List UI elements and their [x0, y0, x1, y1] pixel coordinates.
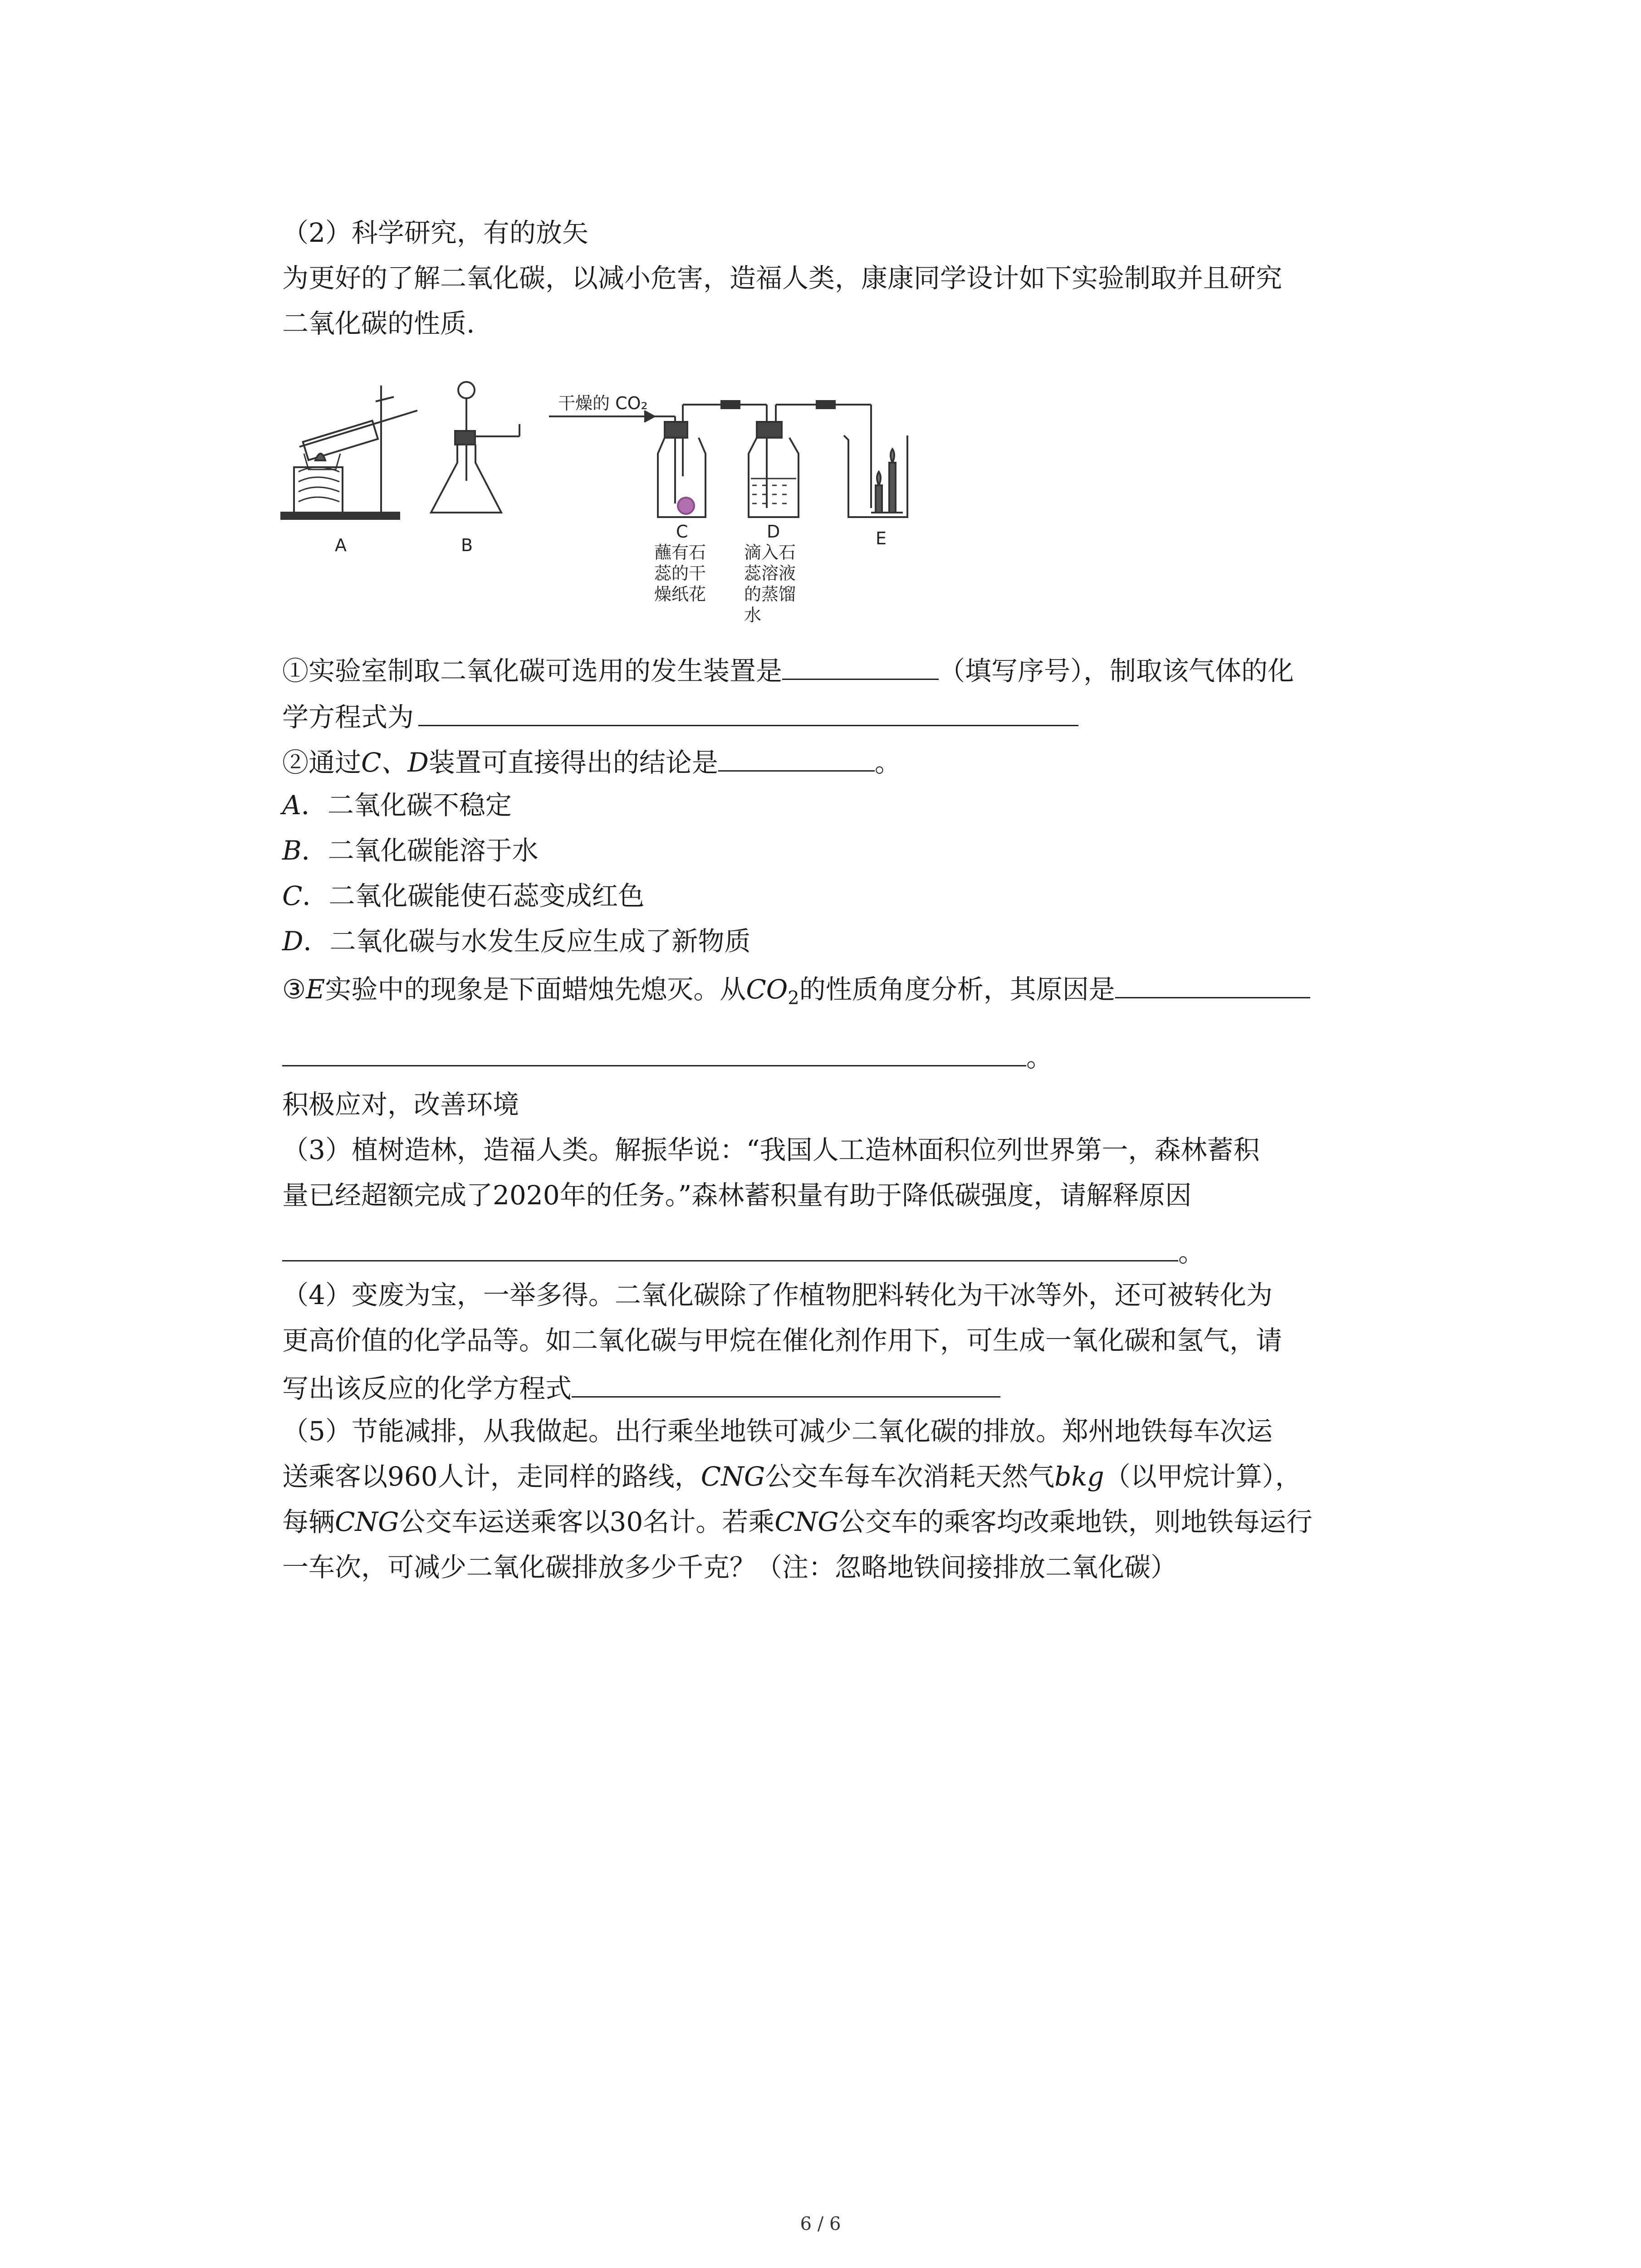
option-letter: A — [282, 790, 301, 821]
bkg-term: bkg — [1054, 1461, 1104, 1492]
cng-term: CNG — [335, 1506, 399, 1537]
q5-text-a: 送乘客以960人计，走同样的路线， — [282, 1461, 701, 1492]
q2-sub3-text-b: 实验中的现象是下面蜡烛先熄灭。从 — [325, 974, 746, 1005]
q2-sub3-e: E — [306, 974, 325, 1005]
q2-sub3-text-c: 的性质角度分析，其原因是 — [799, 974, 1115, 1005]
q5-line-3 — [282, 1506, 1313, 1538]
co2-formula: CO — [746, 974, 788, 1005]
q4-line-3 — [282, 1370, 1000, 1404]
q4-line-1: （4）变废为宝，一举多得。二氧化碳除了作植物肥料转化为干冰等外，还可被转化为 — [282, 1280, 1273, 1310]
label-c: C — [676, 522, 688, 542]
option-text: ．二氧化碳能使石蕊变成红色 — [302, 880, 645, 911]
q2-sub3-num: ③ — [282, 974, 306, 1005]
q2-sub2-text-b: 装置可直接得出的结论是 — [428, 747, 718, 778]
q2-sub1-text-b: （填写序号），制取该气体的化 — [939, 655, 1294, 686]
q2-sub1-text-c: 学方程式为 — [282, 702, 414, 733]
apparatus-a-figure — [281, 386, 417, 519]
section-title: 积极应对，改善环境 — [282, 1089, 519, 1120]
option-a — [282, 789, 512, 821]
co2-inlet-label: 干燥的 CO₂ — [558, 393, 648, 413]
q2-sub1-text-a: ①实验室制取二氧化碳可选用的发生装置是 — [282, 655, 783, 686]
answer-blank[interactable] — [418, 699, 1078, 726]
q3-end: 。 — [1178, 1237, 1205, 1268]
answer-blank[interactable] — [282, 1039, 1026, 1066]
option-text: ．二氧化碳能溶于水 — [301, 835, 539, 866]
option-text: ．二氧化碳与水发生反应生成了新物质 — [303, 926, 751, 957]
q5-text-f: 公交车的乘客均改乘地铁，则地铁每运行 — [838, 1506, 1313, 1537]
q3-line-1: （3）植树造林，造福人类。解振华说：“我国人工造林面积位列世界第一，森林蓄积 — [282, 1134, 1260, 1165]
q2-heading: （2）科学研究，有的放矢 — [282, 217, 588, 248]
d-desc-line: 滴入石 — [744, 543, 796, 562]
label-d: D — [767, 522, 780, 542]
q2-sub3-line-2 — [282, 1039, 1053, 1073]
c-desc-line: 燥纸花 — [654, 584, 706, 604]
label-e: E — [876, 528, 887, 548]
q2-sub2-line — [282, 744, 901, 778]
option-letter: B — [282, 835, 302, 866]
c-desc-line: 蘸有石 — [654, 543, 706, 562]
apparatus-b-figure — [431, 382, 519, 513]
cng-term: CNG — [700, 1461, 765, 1492]
q2-sub1-line-2 — [282, 699, 1078, 733]
q4-line-2: 更高价值的化学品等。如二氧化碳与甲烷在催化剂作用下，可生成一氧化碳和氢气，请 — [282, 1325, 1283, 1356]
option-text: ．二氧化碳不稳定 — [301, 790, 512, 821]
co2-subscript: 2 — [788, 987, 799, 1009]
label-a: A — [335, 535, 347, 555]
q2-sub3-end: 。 — [1026, 1042, 1053, 1073]
apparatus-e-figure — [844, 405, 907, 517]
q5-text-e: 公交车运送乘客以30名计。若乘 — [399, 1506, 775, 1537]
option-b — [282, 835, 539, 866]
answer-blank[interactable] — [718, 744, 875, 772]
q3-line-2: 量已经超额完成了2020年的任务。”森林蓄积量有助于降低碳强度，请解释原因 — [282, 1180, 1192, 1211]
option-c — [282, 880, 644, 912]
c-description — [654, 542, 706, 605]
q2-sub2-end: 。 — [874, 747, 901, 778]
q2-sub1-line-1 — [282, 652, 1294, 687]
q2-sub2-text-a: ②通过 — [282, 747, 362, 778]
d-description — [744, 542, 796, 626]
q5-text-d: 每辆 — [282, 1506, 335, 1537]
option-letter: D — [282, 926, 304, 957]
q2-sub3-line-1 — [282, 971, 1310, 1014]
d-desc-line: 的蒸馏 — [744, 584, 796, 604]
option-letter: C — [282, 880, 303, 911]
c-desc-line: 蕊的干 — [654, 563, 706, 583]
q5-line-2 — [282, 1461, 1302, 1492]
q5-line-4: 一车次，可减少二氧化碳排放多少千克？（注：忽略地铁间接排放二氧化碳） — [282, 1552, 1177, 1583]
q2-intro-line-1: 为更好的了解二氧化碳，以减小危害，造福人类，康康同学设计如下实验制取并且研究 — [282, 263, 1283, 293]
d-desc-line: 水 — [744, 605, 762, 625]
answer-blank[interactable] — [282, 1234, 1178, 1261]
q4-text: 写出该反应的化学方程式 — [282, 1373, 572, 1404]
page-number: 6 / 6 — [800, 2214, 841, 2234]
d-desc-line: 蕊溶液 — [744, 563, 796, 583]
apparatus-diagram — [272, 363, 1007, 653]
q2-sub2-cd: C、D — [361, 747, 429, 778]
q2-intro-line-2: 二氧化碳的性质. — [282, 308, 475, 339]
answer-blank[interactable] — [782, 652, 939, 680]
apparatus-c-figure — [658, 401, 767, 517]
option-d — [282, 925, 751, 957]
q5-text-b: 公交车每车次消耗天然气 — [765, 1461, 1055, 1492]
label-b: B — [461, 535, 473, 555]
answer-blank[interactable] — [572, 1370, 1000, 1398]
cng-term: CNG — [774, 1506, 839, 1537]
answer-blank[interactable] — [1115, 971, 1310, 998]
q5-text-c: （以甲烷计算）， — [1104, 1461, 1302, 1492]
q5-line-1: （5）节能减排，从我做起。出行乘坐地铁可减少二氧化碳的排放。郑州地铁每车次运 — [282, 1416, 1273, 1447]
q3-line-3 — [282, 1234, 1205, 1268]
apparatus-d-figure — [749, 401, 871, 517]
